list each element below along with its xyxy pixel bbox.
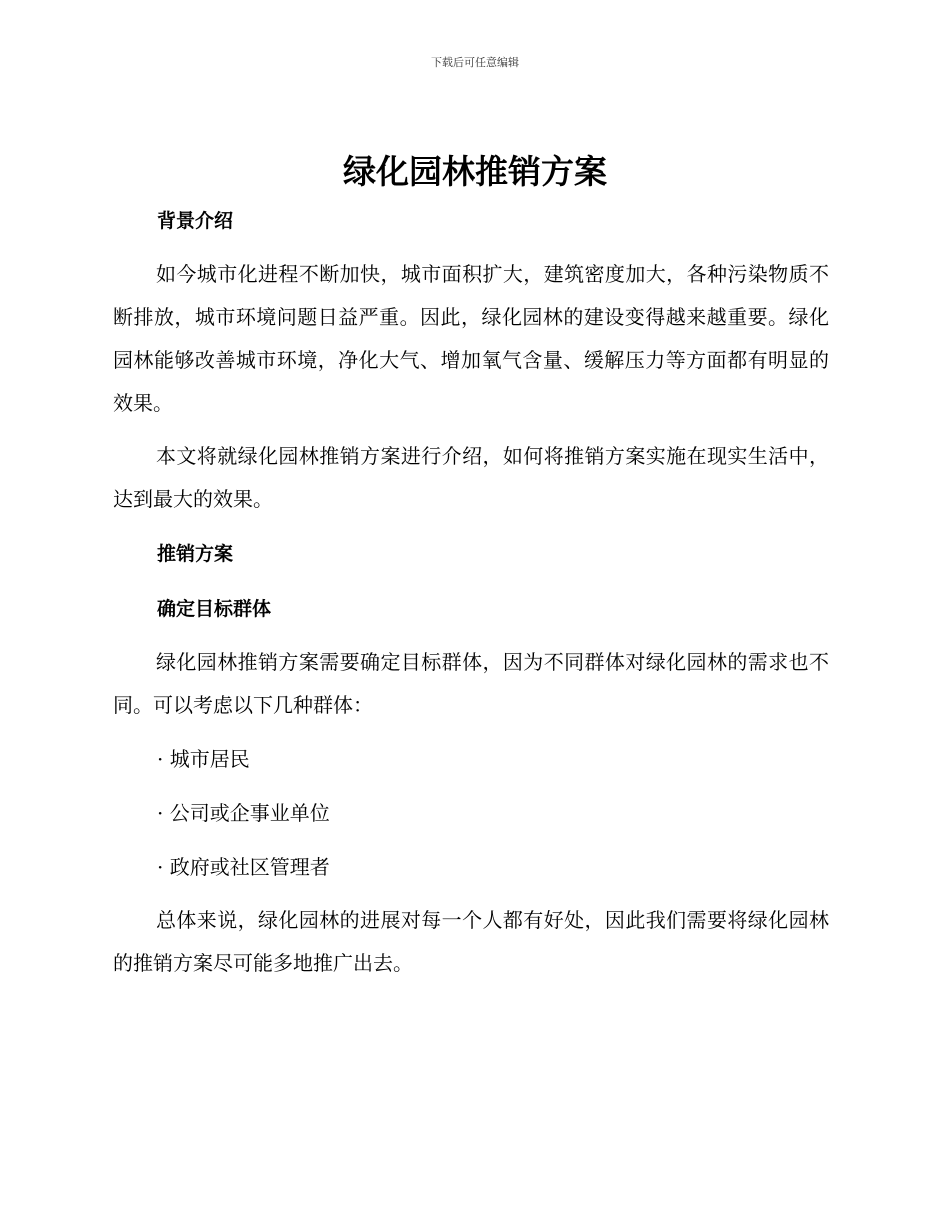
paragraph-conclusion: 总体来说，绿化园林的进展对每一个人都有好处，因此我们需要将绿化园林的推销方案尽可能多地推广出去。 <box>113 908 829 975</box>
section-heading-plan: 推销方案 <box>157 543 234 565</box>
section-heading-target: 确定目标群体 <box>157 598 272 620</box>
paragraph-background-2: 本文将就绿化园林推销方案进行介绍，如何将推销方案实施在现实生活中，达到最大的效果。 <box>113 444 829 511</box>
list-item-residents: · 城市居民 <box>157 747 250 771</box>
paragraph-background-1: 如今城市化进程不断加快，城市面积扩大，建筑密度加大，各种污染物质不断排放，城市环境问题日益严重。因此，绿化园林的建设变得越来越重要。绿化园林能够改善城市环境，净化大气、增加氧气含量、缓解压力等方面都有明显的效果。 <box>113 262 829 415</box>
list-item-government: · 政府或社区管理者 <box>157 855 330 879</box>
header-note: 下载后可任意编辑 <box>431 56 519 69</box>
paragraph-target-intro: 绿化园林推销方案需要确定目标群体，因为不同群体对绿化园林的需求也不同。可以考虑以下几种群体： <box>113 650 829 717</box>
page-title: 绿化园林推销方案 <box>343 152 607 191</box>
section-heading-background: 背景介绍 <box>157 210 234 232</box>
list-item-companies: · 公司或企事业单位 <box>157 801 330 825</box>
document-body <box>113 200 829 985</box>
